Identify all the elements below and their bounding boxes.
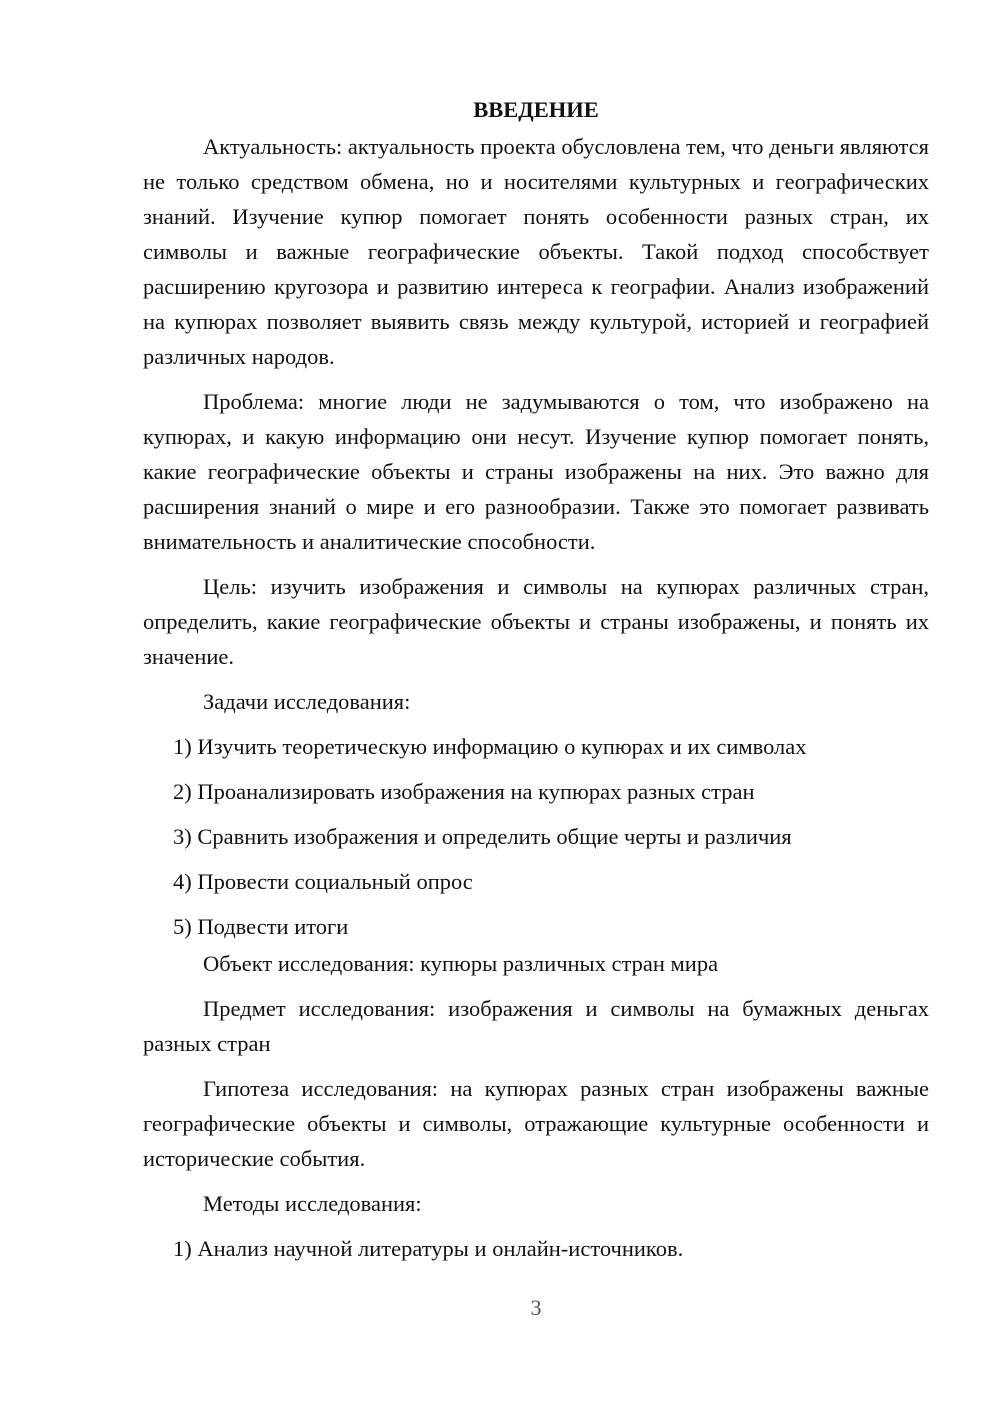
list-item: 1) Изучить теоретическую информацию о купюрах и их символах — [173, 734, 807, 759]
methods-title: Методы исследования: — [203, 1191, 422, 1216]
object-paragraph: Объект исследования: купюры различных стран мира — [203, 951, 719, 976]
relevance-paragraph: Актуальность: актуальность проекта обусловлена тем, что деньги являются не только средством обмена, но и носителями культурных и географических знаний. Изучение купюр помогает понять особенности разных стран, их символы и важные географические объекты. Такой подход способствует расширению кругозора и развитию интереса к географии. Анализ изображений на купюрах позволяет выявить связь между культурой, историей и географией различных народов. — [143, 134, 929, 369]
tasks-title: Задачи исследования: — [203, 689, 411, 714]
problem-paragraph: Проблема: многие люди не задумываются о том, что изображено на купюрах, и какую информацию они несут. Изучение купюр помогает понять, какие географические объекты и страны изображены на них. Это важно для расширения знаний о мире и его разнообразии. Также это помогает развивать внимательность и аналитические способности. — [143, 389, 929, 554]
methods-list — [143, 1231, 929, 1266]
list-item: 3) Сравнить изображения и определить общие черты и различия — [173, 824, 792, 849]
subject-paragraph: Предмет исследования: изображения и символы на бумажных деньгах разных стран — [143, 996, 929, 1056]
list-item: 4) Провести социальный опрос — [173, 869, 473, 894]
hypothesis-paragraph: Гипотеза исследования: на купюрах разных стран изображены важные географические объекты и символы, отражающие культурные особенности и исторические события. — [143, 1076, 929, 1171]
list-item: 2) Проанализировать изображения на купюрах разных стран — [173, 779, 755, 804]
tasks-list — [143, 729, 929, 944]
list-item: 5) Подвести итоги — [173, 914, 349, 939]
document-page — [143, 92, 929, 1276]
list-item: 1) Анализ научной литературы и онлайн-источников. — [173, 1236, 684, 1261]
page-number: 3 — [530, 1295, 542, 1320]
section-heading: ВВЕДЕНИЕ — [473, 97, 599, 122]
goal-paragraph: Цель: изучить изображения и символы на купюрах различных стран, определить, какие географические объекты и страны изображены, и понять их значение. — [143, 574, 929, 669]
